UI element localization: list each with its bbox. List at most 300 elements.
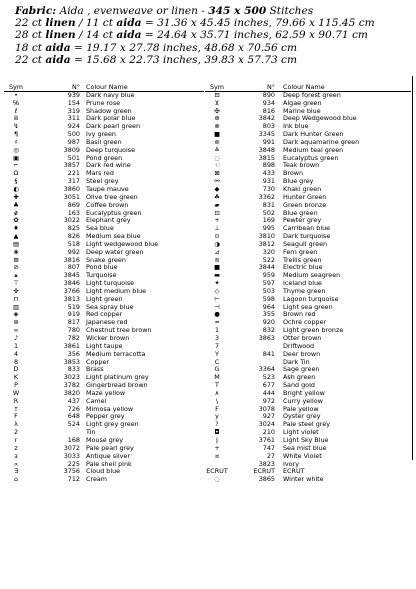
stitch-symbol: ◌: [214, 475, 220, 484]
dmc-number: 959: [262, 271, 275, 280]
dmc-number: 803: [262, 122, 275, 131]
dmc-number: 991: [262, 137, 275, 146]
stitch-symbol: ∧: [214, 388, 220, 397]
stitch-symbol: Y: [215, 349, 219, 358]
dmc-number: 3782: [63, 381, 80, 390]
colour-name: Lagoon turquoise: [283, 294, 339, 303]
colour-name: Cloud blue: [86, 467, 121, 476]
colour-name: Dark polar blue: [86, 114, 136, 123]
dmc-number: 3024: [258, 420, 275, 429]
colour-name: Taupe mauve: [86, 184, 129, 193]
stitch-symbol: ▥: [12, 302, 20, 311]
dmc-number: 3816: [63, 255, 80, 264]
stitch-symbol: •: [14, 90, 18, 99]
dmc-number: 677: [262, 381, 275, 390]
stitch-symbol: ⊘: [13, 263, 19, 272]
colour-name: Elephant grey: [86, 216, 131, 225]
fabric-info: [15, 5, 411, 66]
stitch-symbol: ∃: [13, 467, 19, 476]
colour-name: Mouse grey: [86, 435, 124, 444]
colour-name: Gingerbread brown: [86, 381, 148, 390]
dmc-number: 3861: [63, 341, 80, 350]
color-legend-right: [205, 84, 411, 484]
stitch-symbol: C: [214, 357, 220, 366]
dmc-number: 3345: [258, 130, 275, 139]
dmc-number: 3766: [63, 286, 80, 295]
colour-name: Deep turquoise: [86, 145, 135, 154]
stitch-symbol: G: [214, 365, 220, 374]
colour-name: Oyster grey: [283, 412, 321, 421]
dmc-number: 992: [67, 247, 80, 256]
number-header: N°: [267, 83, 275, 91]
stitch-symbol: M: [214, 373, 220, 382]
colour-name: Pale pearl grey: [86, 443, 134, 452]
colour-name: Fern green: [283, 247, 318, 256]
dmc-number: 519: [67, 302, 80, 311]
colour-name: Deep Wedgewood blue: [283, 114, 357, 123]
colour-name: Red copper: [86, 310, 123, 319]
dmc-number: 869: [67, 200, 80, 209]
dmc-number: 833: [67, 365, 80, 374]
dmc-number: 726: [67, 404, 80, 413]
stitch-symbol: ◌: [214, 153, 220, 162]
colour-name: Pale shell pink: [86, 459, 132, 468]
colour-name: Pale steel grey: [283, 420, 330, 429]
stitch-symbol: ⊢: [214, 294, 220, 303]
colour-name: Light sea green: [283, 302, 333, 311]
stitch-symbol: ⊠: [214, 169, 220, 178]
dmc-number: 3078: [258, 404, 275, 413]
colour-name: Khaki green: [283, 184, 322, 193]
colour-name: Ivy green: [86, 130, 116, 139]
stitch-symbol: 2: [13, 428, 19, 437]
colour-name: Light platinum grey: [86, 373, 149, 382]
dmc-number: 3051: [63, 192, 80, 201]
dmc-number: 964: [262, 302, 275, 311]
colour-name: Light wedgewood blue: [86, 239, 159, 248]
colour-name: Snake green: [86, 255, 126, 264]
colour-name: Pond blue: [86, 263, 118, 272]
stitch-symbol: W: [12, 388, 20, 397]
dmc-number: 221: [67, 169, 80, 178]
stitch-symbol: ♣: [13, 200, 19, 209]
colour-name-header: Colour Name: [283, 83, 325, 91]
stitch-symbol: ⊞: [13, 255, 19, 264]
colour-name: Chestnut tree brown: [86, 326, 152, 335]
colour-name: Deep water green: [86, 247, 144, 256]
colour-name: Pond green: [86, 153, 123, 162]
dmc-number: 437: [67, 396, 80, 405]
fabric-size-line: 28 ct linen / 14 ct aida = 24.64 x 35.71 inches, 62.59 x 90.71 cm: [15, 29, 368, 42]
stitch-symbol: ♪: [13, 334, 19, 342]
colour-name: Brown: [283, 169, 304, 178]
stitch-symbol: r: [14, 435, 18, 444]
dmc-number: 27: [266, 451, 275, 460]
dmc-number: 163: [67, 208, 80, 217]
legend-row: [205, 476, 411, 484]
colour-name: Light Sky Blue: [283, 435, 329, 444]
colour-name: Sage green: [283, 365, 320, 374]
stitch-symbol: ⊥: [214, 224, 220, 233]
dmc-number: 319: [67, 106, 80, 115]
colour-name: Antique silver: [86, 451, 130, 460]
stitch-symbol: ⊿: [214, 247, 220, 256]
stitch-symbol: P: [14, 381, 18, 390]
stitch-symbol: ¤: [214, 451, 220, 460]
colour-name: Light grey green: [86, 420, 139, 429]
stitch-symbol: Ω: [13, 169, 19, 178]
legend-row: [205, 453, 411, 461]
colour-name: Thyme green: [283, 286, 326, 295]
stitch-symbol: ◐: [13, 184, 19, 193]
dmc-number: 444: [262, 388, 275, 397]
dmc-number: 730: [262, 184, 275, 193]
dmc-number: 500: [67, 130, 80, 139]
dmc-number: 712: [67, 475, 80, 484]
stitch-symbol: F: [14, 412, 18, 421]
colour-name: Dark navy blue: [86, 90, 135, 99]
colour-name: Iceland blue: [283, 279, 322, 288]
stitch-symbol: ↯: [13, 122, 19, 131]
colour-name: Curry yellow: [283, 396, 323, 405]
dmc-number: 3823: [258, 459, 275, 468]
stitch-symbol: 7: [214, 341, 220, 350]
stitch-symbol: ◑: [214, 239, 220, 248]
stitch-symbol: +: [214, 443, 220, 452]
colour-name: Seagull green: [283, 239, 328, 248]
colour-name: Brown red: [283, 310, 316, 319]
stitch-symbol: ⊜: [214, 137, 220, 146]
colour-name: Mimosa yellow: [86, 404, 134, 413]
stitch-symbol: ⊙: [214, 232, 220, 241]
dmc-number: 317: [67, 177, 80, 186]
colour-name: Dark turquoise: [283, 232, 331, 241]
dmc-number: 3023: [63, 373, 80, 382]
colour-name: Light medium blue: [86, 286, 147, 295]
dmc-number: 597: [262, 279, 275, 288]
fabric-size-line: 18 ct aida = 19.17 x 27.78 inches, 48.68 x 70.56 cm: [15, 41, 298, 54]
stitch-symbol: ◆: [214, 184, 220, 193]
colour-name: Ink blue: [283, 122, 309, 131]
dmc-number: 747: [262, 443, 275, 452]
dmc-number: 924: [67, 122, 80, 131]
colour-name: Japanese red: [86, 318, 128, 327]
dmc-number: 931: [262, 177, 275, 186]
colour-name: Sea mist blue: [283, 443, 327, 452]
dmc-number: 523: [262, 373, 275, 382]
dmc-number: 168: [67, 435, 80, 444]
stitch-symbol: ▰: [214, 200, 220, 209]
stitch-symbol: ∞: [13, 326, 19, 335]
stitch-symbol: ❀: [13, 247, 19, 256]
stitch-symbol: ✠: [214, 106, 220, 115]
stitch-symbol: §: [14, 177, 18, 186]
dmc-number: 522: [262, 255, 275, 264]
stitch-symbol: ⊕: [214, 114, 220, 123]
stitch-symbol: ☘: [214, 192, 220, 201]
dmc-number: 807: [67, 263, 80, 272]
dmc-number: 832: [262, 326, 275, 335]
dmc-number: 831: [262, 200, 275, 209]
dmc-number: 503: [262, 286, 275, 295]
colour-name: Dark red wine: [86, 161, 131, 170]
stitch-symbol: ⊻: [214, 98, 220, 107]
dmc-number: 939: [67, 90, 80, 99]
stitch-symbol: ▣: [12, 153, 20, 162]
dmc-number: 825: [67, 224, 80, 233]
dmc-number: 898: [262, 161, 275, 170]
colour-name: Blue grey: [283, 177, 314, 186]
dmc-number: 3812: [258, 239, 275, 248]
stitch-symbol: †: [14, 404, 18, 413]
dmc-number: 919: [67, 310, 80, 319]
colour-name-header: Colour Name: [86, 83, 128, 91]
dmc-number: 3362: [258, 192, 275, 201]
dmc-number: 841: [262, 349, 275, 358]
dmc-number: 972: [262, 396, 275, 405]
dmc-number: 3857: [63, 161, 80, 170]
dmc-number: 780: [67, 326, 80, 335]
colour-name: Pale yellow: [283, 404, 319, 413]
colour-name: Wicker brown: [86, 334, 130, 342]
colour-name: Eucalyptus green: [86, 208, 142, 217]
colour-name: Sand gold: [283, 381, 315, 390]
colour-name: Dark pearl green: [86, 122, 140, 131]
legend-row: [205, 162, 411, 170]
stitch-symbol: λ: [14, 420, 18, 429]
legend-row: [4, 421, 204, 429]
colour-name: White Violet: [283, 451, 322, 460]
dmc-number: 355: [262, 310, 275, 319]
colour-name: ECRUT: [283, 467, 305, 476]
colour-name: Blue green: [283, 208, 318, 217]
stitch-symbol: ✿: [13, 216, 19, 225]
colour-name: Medium teal green: [283, 145, 344, 154]
dmc-number: 826: [67, 232, 80, 241]
dmc-number: 3844: [258, 263, 275, 272]
colour-name: Driftwood: [283, 341, 315, 350]
stitch-symbol: ⌂: [13, 475, 19, 484]
dmc-number: 890: [262, 90, 275, 99]
colour-name: Mars red: [86, 169, 114, 178]
stitch-symbol: ●: [214, 310, 220, 319]
dmc-number: 3863: [258, 334, 275, 342]
dmc-number: 817: [67, 318, 80, 327]
stitch-symbol: ▲: [13, 232, 19, 241]
dmc-number: 3761: [258, 435, 275, 444]
colour-name: Brass: [86, 365, 104, 374]
colour-name: Light green: [86, 294, 123, 303]
dmc-number: ECRUT: [253, 467, 275, 476]
dmc-number: 433: [262, 169, 275, 178]
colour-name: Algae green: [283, 98, 322, 107]
dmc-number: 502: [262, 208, 275, 217]
dmc-number: 782: [67, 334, 80, 342]
legend-row: [205, 461, 411, 469]
stitch-symbol: ⅲ: [13, 114, 19, 123]
stitch-symbol: ◎: [13, 145, 19, 154]
stitch-symbol: 3: [214, 334, 220, 342]
stitch-symbol: ⊤: [13, 279, 19, 288]
colour-name: Basil green: [86, 137, 122, 146]
stitch-symbol: ⊣: [214, 302, 220, 311]
stitch-symbol: ℅: [12, 98, 20, 107]
dmc-number: 816: [262, 106, 275, 115]
stitch-symbol: ⌐: [13, 161, 19, 170]
stitch-symbol: ⊟: [214, 90, 220, 99]
dmc-number: 920: [262, 318, 275, 327]
colour-name: Winter white: [283, 475, 324, 484]
dmc-number: 995: [262, 224, 275, 233]
stitch-symbol: ☜: [214, 161, 220, 170]
stitch-symbol: ECRUT: [206, 467, 228, 476]
stitch-symbol: +: [214, 216, 220, 225]
fabric-size-line: 22 ct linen / 11 ct aida = 31.36 x 45.45 inches, 79.66 x 115.45 cm: [15, 17, 375, 30]
stitch-symbol: ɇ: [14, 208, 18, 217]
stitch-symbol: ¶: [13, 130, 19, 139]
stitch-symbol: ◇: [214, 286, 220, 295]
colour-name: Dark Tin: [283, 357, 310, 366]
colour-name: Camel: [86, 396, 107, 405]
sym-header: Sym: [209, 83, 225, 91]
colour-name: Coffee brown: [86, 200, 129, 209]
colour-name: Dark Hunter Green: [283, 130, 344, 139]
dmc-number: 320: [262, 247, 275, 256]
colour-name: Medium terracotta: [86, 349, 146, 358]
stitch-symbol: ?: [215, 420, 219, 429]
dmc-number: 3810: [258, 232, 275, 241]
legend-row: [4, 476, 204, 484]
stitch-symbol: 4: [13, 349, 19, 358]
dmc-number: 3846: [63, 279, 80, 288]
stitch-symbol: ◈: [13, 310, 19, 319]
colour-name: Otter brown: [283, 334, 322, 342]
stitch-symbol: ≋: [214, 255, 220, 264]
color-legend-left: [4, 84, 204, 484]
stitch-symbol: F: [215, 404, 219, 413]
stitch-symbol: R: [13, 396, 19, 405]
colour-name: Eucalyptus green: [283, 153, 339, 162]
stitch-symbol: ⊡: [214, 208, 220, 217]
colour-name: Electric blue: [283, 263, 323, 272]
stitch-symbol: ∝: [13, 459, 19, 468]
dmc-number: 3022: [63, 216, 80, 225]
dmc-number: 311: [67, 114, 80, 123]
dmc-number: 3820: [63, 388, 80, 397]
colour-name: Tin: [86, 428, 96, 437]
stitch-symbol: ɜ: [14, 451, 18, 460]
stitch-symbol: ✜: [13, 286, 19, 295]
dmc-number: 501: [67, 153, 80, 162]
colour-name: Marine blue: [283, 106, 321, 115]
dmc-number: 3853: [63, 357, 80, 366]
colour-name: Olive tree green: [86, 192, 138, 201]
dmc-number: 3842: [258, 114, 275, 123]
legend-row: [4, 359, 204, 367]
stitch-symbol: ǀ: [216, 435, 218, 444]
colour-name: Steel grey: [86, 177, 119, 186]
colour-name: Trellis green: [283, 255, 322, 264]
dmc-number: 3813: [63, 294, 80, 303]
stitch-symbol: ■: [213, 130, 221, 139]
colour-name: Prune rose: [86, 98, 121, 107]
colour-name: Maze yellow: [86, 388, 126, 397]
colour-name: Light green bronze: [283, 326, 344, 335]
colour-name: Carribean blue: [283, 224, 331, 233]
stitch-symbol: T: [215, 381, 219, 390]
colour-name: Ochre copper: [283, 318, 327, 327]
dmc-number: 210: [262, 428, 275, 437]
sym-header: Sym: [8, 83, 24, 91]
colour-name: Pepper grey: [86, 412, 125, 421]
stitch-symbol: ♯: [14, 137, 18, 146]
fabric-size-line: 22 ct aida = 15.68 x 22.73 inches, 39.83 x 57.73 cm: [15, 53, 298, 66]
stitch-symbol: ⊛: [13, 318, 19, 327]
stitch-symbol: ✚: [13, 192, 19, 201]
colour-name: Shadow green: [86, 106, 132, 115]
dmc-number: 3815: [258, 153, 275, 162]
colour-name: Sea spray blue: [86, 302, 134, 311]
colour-name: Ivory: [283, 459, 299, 468]
dmc-number: 3756: [63, 467, 80, 476]
stitch-symbol: \: [215, 396, 219, 405]
colour-name: Light taupe: [86, 341, 123, 350]
stitch-symbol: ⚯: [214, 177, 220, 186]
colour-name: Bright yellow: [283, 388, 325, 397]
fabric-title: Fabric: Aida , evenweave or linen - 345 x 500 Stitches: [15, 5, 314, 17]
number-header: N°: [72, 83, 80, 91]
dmc-number: 524: [67, 420, 80, 429]
right-border-line: [412, 76, 413, 460]
stitch-symbol: ≜: [214, 145, 220, 154]
colour-name: Hunter Green: [283, 192, 327, 201]
dmc-number: 3865: [258, 475, 275, 484]
colour-name: Deer brown: [283, 349, 321, 358]
colour-name: Medium sea blue: [86, 232, 141, 241]
colour-name: Copper: [86, 357, 110, 366]
stitch-symbol: ▴: [14, 271, 18, 280]
dmc-number: 598: [262, 294, 275, 303]
stitch-symbol: D: [13, 365, 19, 374]
stitch-symbol: z: [14, 443, 18, 452]
dmc-number: 3364: [258, 365, 275, 374]
stitch-symbol: K: [13, 373, 19, 382]
stitch-symbol: 1: [13, 341, 19, 350]
colour-name: Ash green: [283, 373, 316, 382]
colour-name: Sea blue: [86, 224, 114, 233]
colour-name: Light violet: [283, 428, 319, 437]
dmc-number: 934: [262, 98, 275, 107]
colour-name: Deep forest green: [283, 90, 341, 99]
dmc-number: 3033: [63, 451, 80, 460]
stitch-symbol: ⊗: [214, 122, 220, 131]
dmc-number: 356: [67, 349, 80, 358]
dmc-number: 154: [67, 98, 80, 107]
stitch-symbol: ■: [213, 263, 221, 272]
stitch-symbol: ≈: [214, 318, 220, 327]
colour-name: Green bronze: [283, 200, 327, 209]
stitch-symbol: 1: [214, 326, 220, 335]
stitch-symbol: ◘: [214, 428, 220, 437]
dmc-number: 648: [67, 412, 80, 421]
legend-row: [205, 115, 411, 123]
dmc-number: 3848: [258, 145, 275, 154]
stitch-symbol: ✦: [214, 279, 220, 288]
stitch-symbol: ⊓: [13, 294, 19, 303]
dmc-number: 518: [67, 239, 80, 248]
dmc-number: 3860: [63, 184, 80, 193]
colour-name: Dark aquamarine green: [283, 137, 360, 146]
